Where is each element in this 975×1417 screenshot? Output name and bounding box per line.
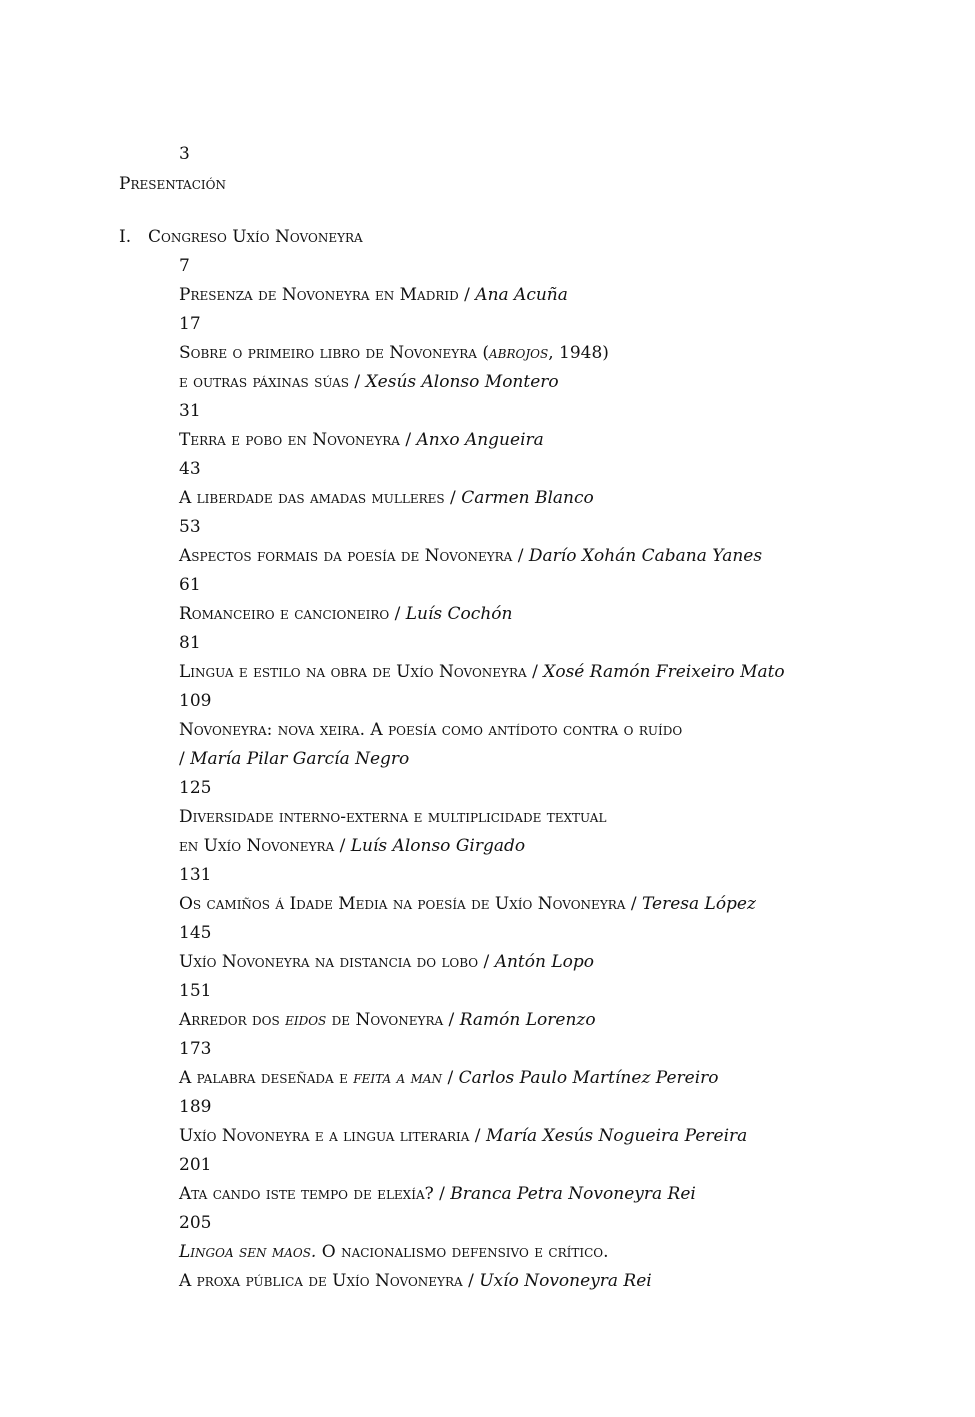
entry-title-segment: O nacionalismo defensivo e crítico. bbox=[316, 1242, 609, 1262]
entry-title-segment: Diversidade interno-externa e multiplicidade textual bbox=[179, 807, 607, 827]
entry-title-segment: Aspectos formais da poesía de Novoneyra bbox=[179, 546, 513, 566]
entry-title-segment: Romanceiro e cancioneiro bbox=[179, 604, 390, 624]
entry-page-number: 145 bbox=[179, 923, 212, 943]
entry-author: Uxío Novoneyra Rei bbox=[479, 1271, 652, 1291]
entry-author: María Pilar García Negro bbox=[190, 749, 410, 769]
entry-title-segment: , 1948) bbox=[548, 343, 609, 363]
entry-title-segment: abrojos bbox=[488, 343, 549, 363]
entry-title-segment: ( bbox=[482, 343, 489, 363]
entry-title-segment: / bbox=[444, 488, 462, 508]
entry-page-number: 109 bbox=[179, 691, 212, 711]
entry-author: Luís Cochón bbox=[405, 604, 513, 624]
entry-title-segment: de Novoneyra bbox=[326, 1010, 444, 1030]
entry-title-line bbox=[179, 661, 785, 683]
entry-page-number: 17 bbox=[179, 314, 201, 334]
entry-title-line bbox=[179, 342, 609, 364]
entry-page-number: 173 bbox=[179, 1039, 212, 1059]
entry-title-segment: Novoneyra: nova xeira. A poesía como antídoto contra o ruído bbox=[179, 720, 683, 740]
entry-page-number: 31 bbox=[179, 401, 201, 421]
entry-title-segment: / bbox=[442, 1068, 459, 1088]
entry-title-line bbox=[179, 1067, 719, 1089]
entry-page-number: 43 bbox=[179, 459, 201, 479]
entry-author: Xosé Ramón Freixeiro Mato bbox=[543, 662, 785, 682]
entry-page-number: 125 bbox=[179, 778, 212, 798]
entry-title-segment: Presenza de Novoneyra en Madrid bbox=[179, 285, 459, 305]
entry-title-segment: / bbox=[349, 372, 366, 392]
section-heading bbox=[119, 226, 363, 248]
entry-title-line bbox=[179, 1009, 596, 1031]
section-title: Congreso Uxío Novoneyra bbox=[148, 227, 363, 247]
entry-page-number: 201 bbox=[179, 1155, 212, 1175]
entry-author: Xesús Alonso Montero bbox=[365, 372, 559, 392]
entry-title-segment: feita a man bbox=[353, 1068, 443, 1088]
entry-page-number: 7 bbox=[179, 256, 190, 276]
entry-title-segment: A palabra deseñada e bbox=[179, 1068, 354, 1088]
entry-title-segment: Os camiños á Idade Media na poesía de Uxío Novoneyra bbox=[179, 894, 626, 914]
entry-title-line bbox=[179, 487, 594, 509]
front-title: Presentación bbox=[119, 174, 226, 194]
entry-title-segment: / bbox=[399, 430, 417, 450]
entry-title-line bbox=[179, 1183, 696, 1205]
entry-title-segment: / bbox=[512, 546, 529, 566]
entry-title-line bbox=[179, 806, 606, 828]
entry-page-number: 131 bbox=[179, 865, 212, 885]
entry-author: Anxo Angueira bbox=[416, 430, 544, 450]
entry-title-line bbox=[179, 603, 512, 625]
entry-page-number: 61 bbox=[179, 575, 201, 595]
entry-title-segment: / bbox=[478, 952, 495, 972]
entry-title-segment: / bbox=[526, 662, 544, 682]
entry-title-line bbox=[179, 371, 559, 393]
entry-title-segment: / bbox=[443, 1010, 460, 1030]
entry-title-line bbox=[179, 429, 544, 451]
entry-title-line bbox=[179, 893, 756, 915]
entry-title-segment: / bbox=[458, 285, 476, 305]
entry-title-segment: A proxa pública de Uxío Novoneyra bbox=[179, 1271, 463, 1291]
entry-author: Darío Xohán Cabana Yanes bbox=[528, 546, 763, 566]
front-page-number: 3 bbox=[179, 144, 190, 164]
entry-page-number: 189 bbox=[179, 1097, 212, 1117]
entry-title-line bbox=[179, 835, 525, 857]
entry-author: Teresa López bbox=[642, 894, 756, 914]
entry-title-segment: A liberdade das amadas mulleres bbox=[179, 488, 445, 508]
entry-title-segment: Terra e pobo en Novoneyra bbox=[179, 430, 400, 450]
entry-title-segment: Sobre o primeiro libro de Novoneyra bbox=[179, 343, 483, 363]
entry-author: Antón Lopo bbox=[494, 952, 594, 972]
entry-title-segment: / bbox=[469, 1126, 486, 1146]
entry-title-segment: e outras páxinas súas bbox=[179, 372, 350, 392]
entry-title-segment: Lingua e estilo na obra de Uxío Novoneyra bbox=[179, 662, 527, 682]
entry-title-line bbox=[179, 1241, 609, 1263]
entry-title-line bbox=[179, 748, 409, 770]
entry-title-segment: Uxío Novoneyra e a lingua literaria bbox=[179, 1126, 470, 1146]
entry-title-segment: / bbox=[334, 836, 351, 856]
entry-page-number: 53 bbox=[179, 517, 201, 537]
entry-author: Carlos Paulo Martínez Pereiro bbox=[458, 1068, 719, 1088]
entry-title-line bbox=[179, 1125, 747, 1147]
entry-title-line bbox=[179, 1270, 652, 1292]
entry-author: Ramón Lorenzo bbox=[459, 1010, 596, 1030]
entry-title-line bbox=[179, 545, 762, 567]
entry-title-segment: / bbox=[625, 894, 642, 914]
entry-title-segment: en Uxío Novoneyra bbox=[179, 836, 335, 856]
entry-page-number: 81 bbox=[179, 633, 201, 653]
entry-author: Luís Alonso Girgado bbox=[350, 836, 526, 856]
entry-title-line bbox=[179, 284, 568, 306]
entry-title-segment: eidos bbox=[285, 1010, 327, 1030]
entry-title-segment: / bbox=[433, 1184, 451, 1204]
entry-page-number: 151 bbox=[179, 981, 212, 1001]
entry-title-segment: Ata cando iste tempo de elexía? bbox=[179, 1184, 434, 1204]
entry-title-line bbox=[179, 719, 682, 741]
entry-title-segment: / bbox=[462, 1271, 480, 1291]
section-roman: I. bbox=[119, 227, 132, 247]
entry-title-line bbox=[179, 951, 594, 973]
entry-page-number: 205 bbox=[179, 1213, 212, 1233]
entry-author: María Xesús Nogueira Pereira bbox=[485, 1126, 748, 1146]
entry-title-segment: / bbox=[389, 604, 406, 624]
entry-author: Branca Petra Novoneyra Rei bbox=[450, 1184, 696, 1204]
entry-author: Carmen Blanco bbox=[461, 488, 594, 508]
entry-title-segment: Lingoa sen maos. bbox=[179, 1242, 317, 1262]
entry-title-segment: / bbox=[179, 749, 191, 769]
entry-author: Ana Acuña bbox=[475, 285, 568, 305]
entry-title-segment: Arredor dos bbox=[179, 1010, 286, 1030]
entry-title-segment: Uxío Novoneyra na distancia do lobo bbox=[179, 952, 479, 972]
